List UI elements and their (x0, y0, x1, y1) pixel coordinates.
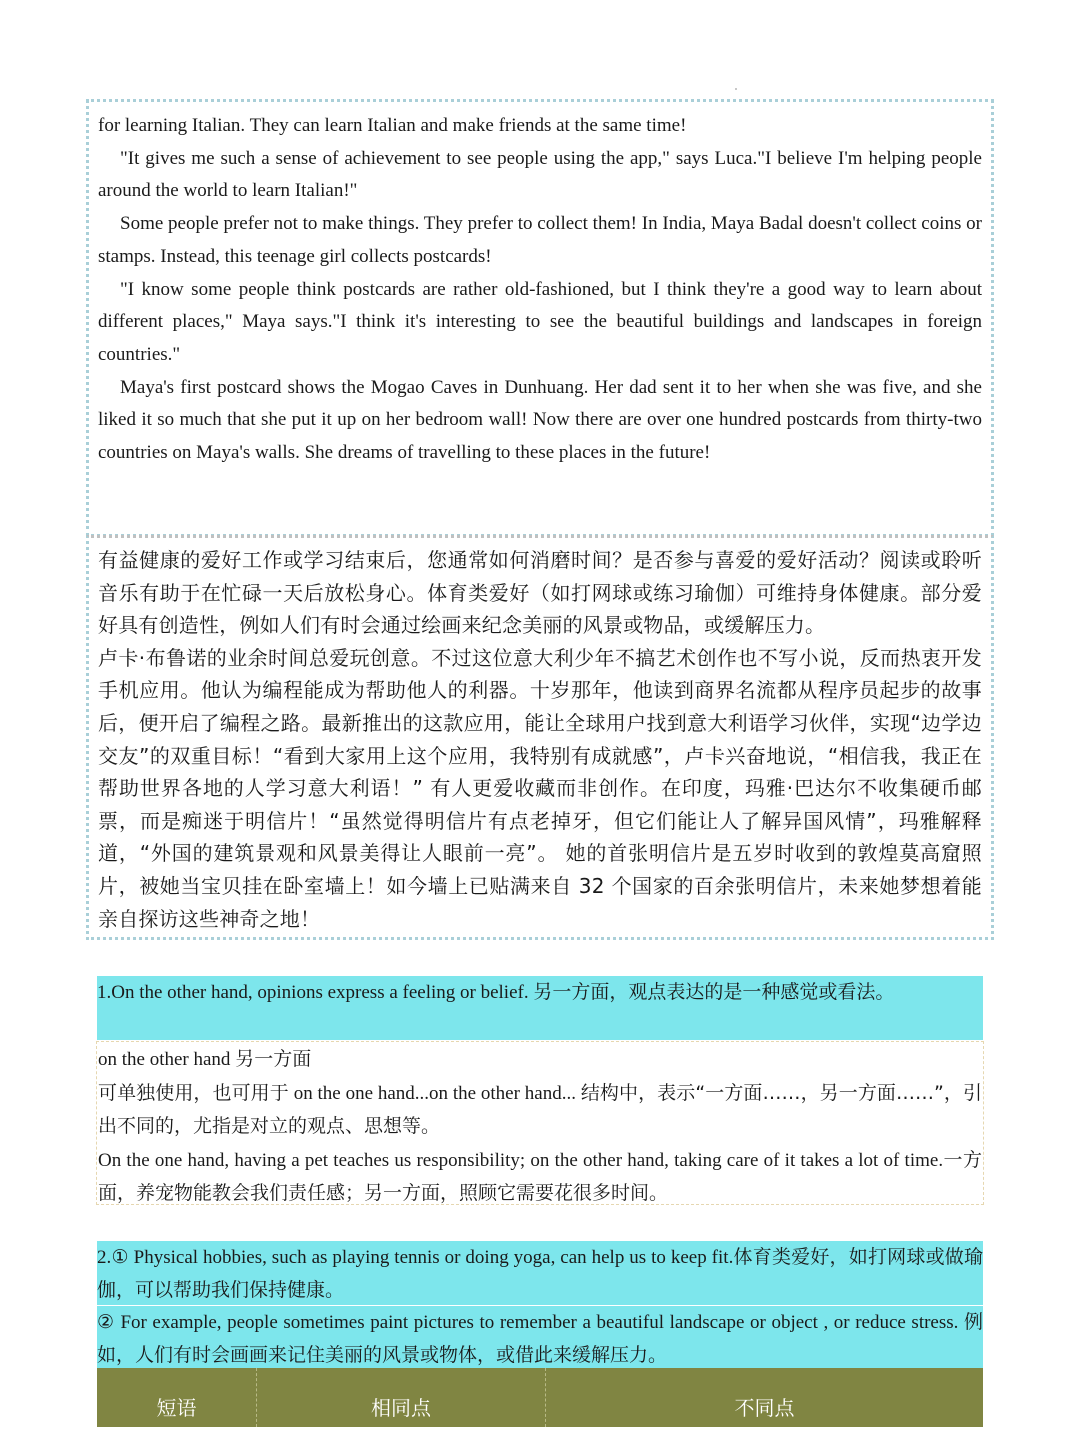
point-2a-chinese: 体育类爱好，如打网球或做瑜伽，可以帮助我们保持健康。 (97, 1246, 983, 1301)
point-1-english: 1.On the other hand, opinions express a feeling or belief. (97, 982, 529, 1003)
point-1-highlight (97, 976, 983, 1040)
table-header-row (97, 1368, 983, 1427)
english-paragraph-4: "I know some people think postcards are rather old-fashioned, but I think they're a good way to learn about different places," Maya says."I think it's interesting to see the beautiful buildings and landscapes in foreign countries." (98, 278, 982, 365)
note-1-usage: 可单独使用，也可用于 on the one hand...on the other hand... 结构中，表示“一方面……，另一方面……”，引出不同的，尤指是对立的观点、思想等。 (98, 1081, 983, 1137)
point-2a-english: 2.① Physical hobbies, such as playing tennis or doing yoga, can help us to keep fit. (97, 1247, 734, 1268)
table-header-similarity: 相同点 (257, 1368, 546, 1427)
chinese-paragraph-2: 卢卡·布鲁诺的业余时间总爱玩创意。不过这位意大利少年不搞艺术创作也不写小说，反而热衷开发手机应用。他认为编程能成为帮助他人的利器。十岁那年，他读到商界名流都从程序员起步的故事后，便开启了编程之路。最新推出的这款应用，能让全球用户找到意大利语学习伙伴，实现“边学边交友”的双重目标！“看到大家用上这个应用，我特别有成就感”，卢卡兴奋地说，“相信我，我正在帮助世界各地的人学习意大利语！” 有人更爱收藏而非创作。在印度，玛雅·巴达尔不收集硬币邮票，而是痴迷于明信片！“虽然觉得明信片有点老掉牙，但它们能让人了解异国风情”，玛雅解释道，“外国的建筑景观和风景美得让人眼前一亮”。 她的首张明信片是五岁时收到的敦煌莫高窟照片，被她当宝贝挂在卧室墙上！如今墙上已贴满来自 32 个国家的百余张明信片，未来她梦想着能亲自探访这些神奇之地！ (98, 645, 982, 931)
point-2b-english: ② For example, people sometimes paint pictures to remember a beautiful landscape or object , or reduce stress. (97, 1312, 959, 1333)
note-1-phrase: on the other hand 另一方面 (98, 1048, 312, 1070)
point-2b-highlight (97, 1306, 983, 1368)
table-header-phrase: 短语 (97, 1368, 257, 1427)
comparison-table (97, 1368, 983, 1427)
point-1-chinese: 另一方面，观点表达的是一种感觉或看法。 (533, 981, 895, 1003)
english-paragraph-1: for learning Italian. They can learn Italian and make friends at the same time! (98, 115, 687, 136)
note-1 (98, 1043, 982, 1211)
chinese-translation (98, 544, 982, 935)
english-paragraph-5: Maya's first postcard shows the Mogao Caves in Dunhuang. Her dad sent it to her when she was five, and she liked it so much that she put it up on her bedroom wall! Now there are over one hundred postcards from thirty-two countries on Maya's walls. She dreams of travelling to these places in the future! (98, 376, 982, 464)
note-1-example: On the one hand, having a pet teaches us responsibility; on the other hand, taking care of it takes a lot of time.一方面，养宠物能教会我们责任感；另一方面，照顾它需要花很多时间。 (98, 1148, 982, 1204)
english-paragraph-3: Some people prefer not to make things. They prefer to collect them! In India, Maya Badal doesn't collect coins or stamps. Instead, this teenage girl collects postcards! (98, 213, 982, 267)
point-2a-highlight (97, 1241, 983, 1305)
point-2b-chinese: 例如，人们有时会画画来记住美丽的风景或物体，或借此来缓解压力。 (97, 1311, 984, 1366)
chinese-paragraph-1: 有益健康的爱好工作或学习结束后，您通常如何消磨时间？是否参与喜爱的爱好活动？阅读或聆听音乐有助于在忙碌一天后放松身心。体育类爱好（如打网球或练习瑜伽）可维持身体健康。部分爱好具有创造性，例如人们有时会通过绘画来纪念美丽的风景或物品，或缓解压力。 (98, 548, 982, 638)
english-passage (98, 110, 982, 470)
table-header-difference: 不同点 (734, 1395, 795, 1420)
english-paragraph-2: "It gives me such a sense of achievement to see people using the app," says Luca."I believe I'm helping people around the world to learn Italian!" (98, 147, 982, 202)
speck (735, 88, 737, 90)
